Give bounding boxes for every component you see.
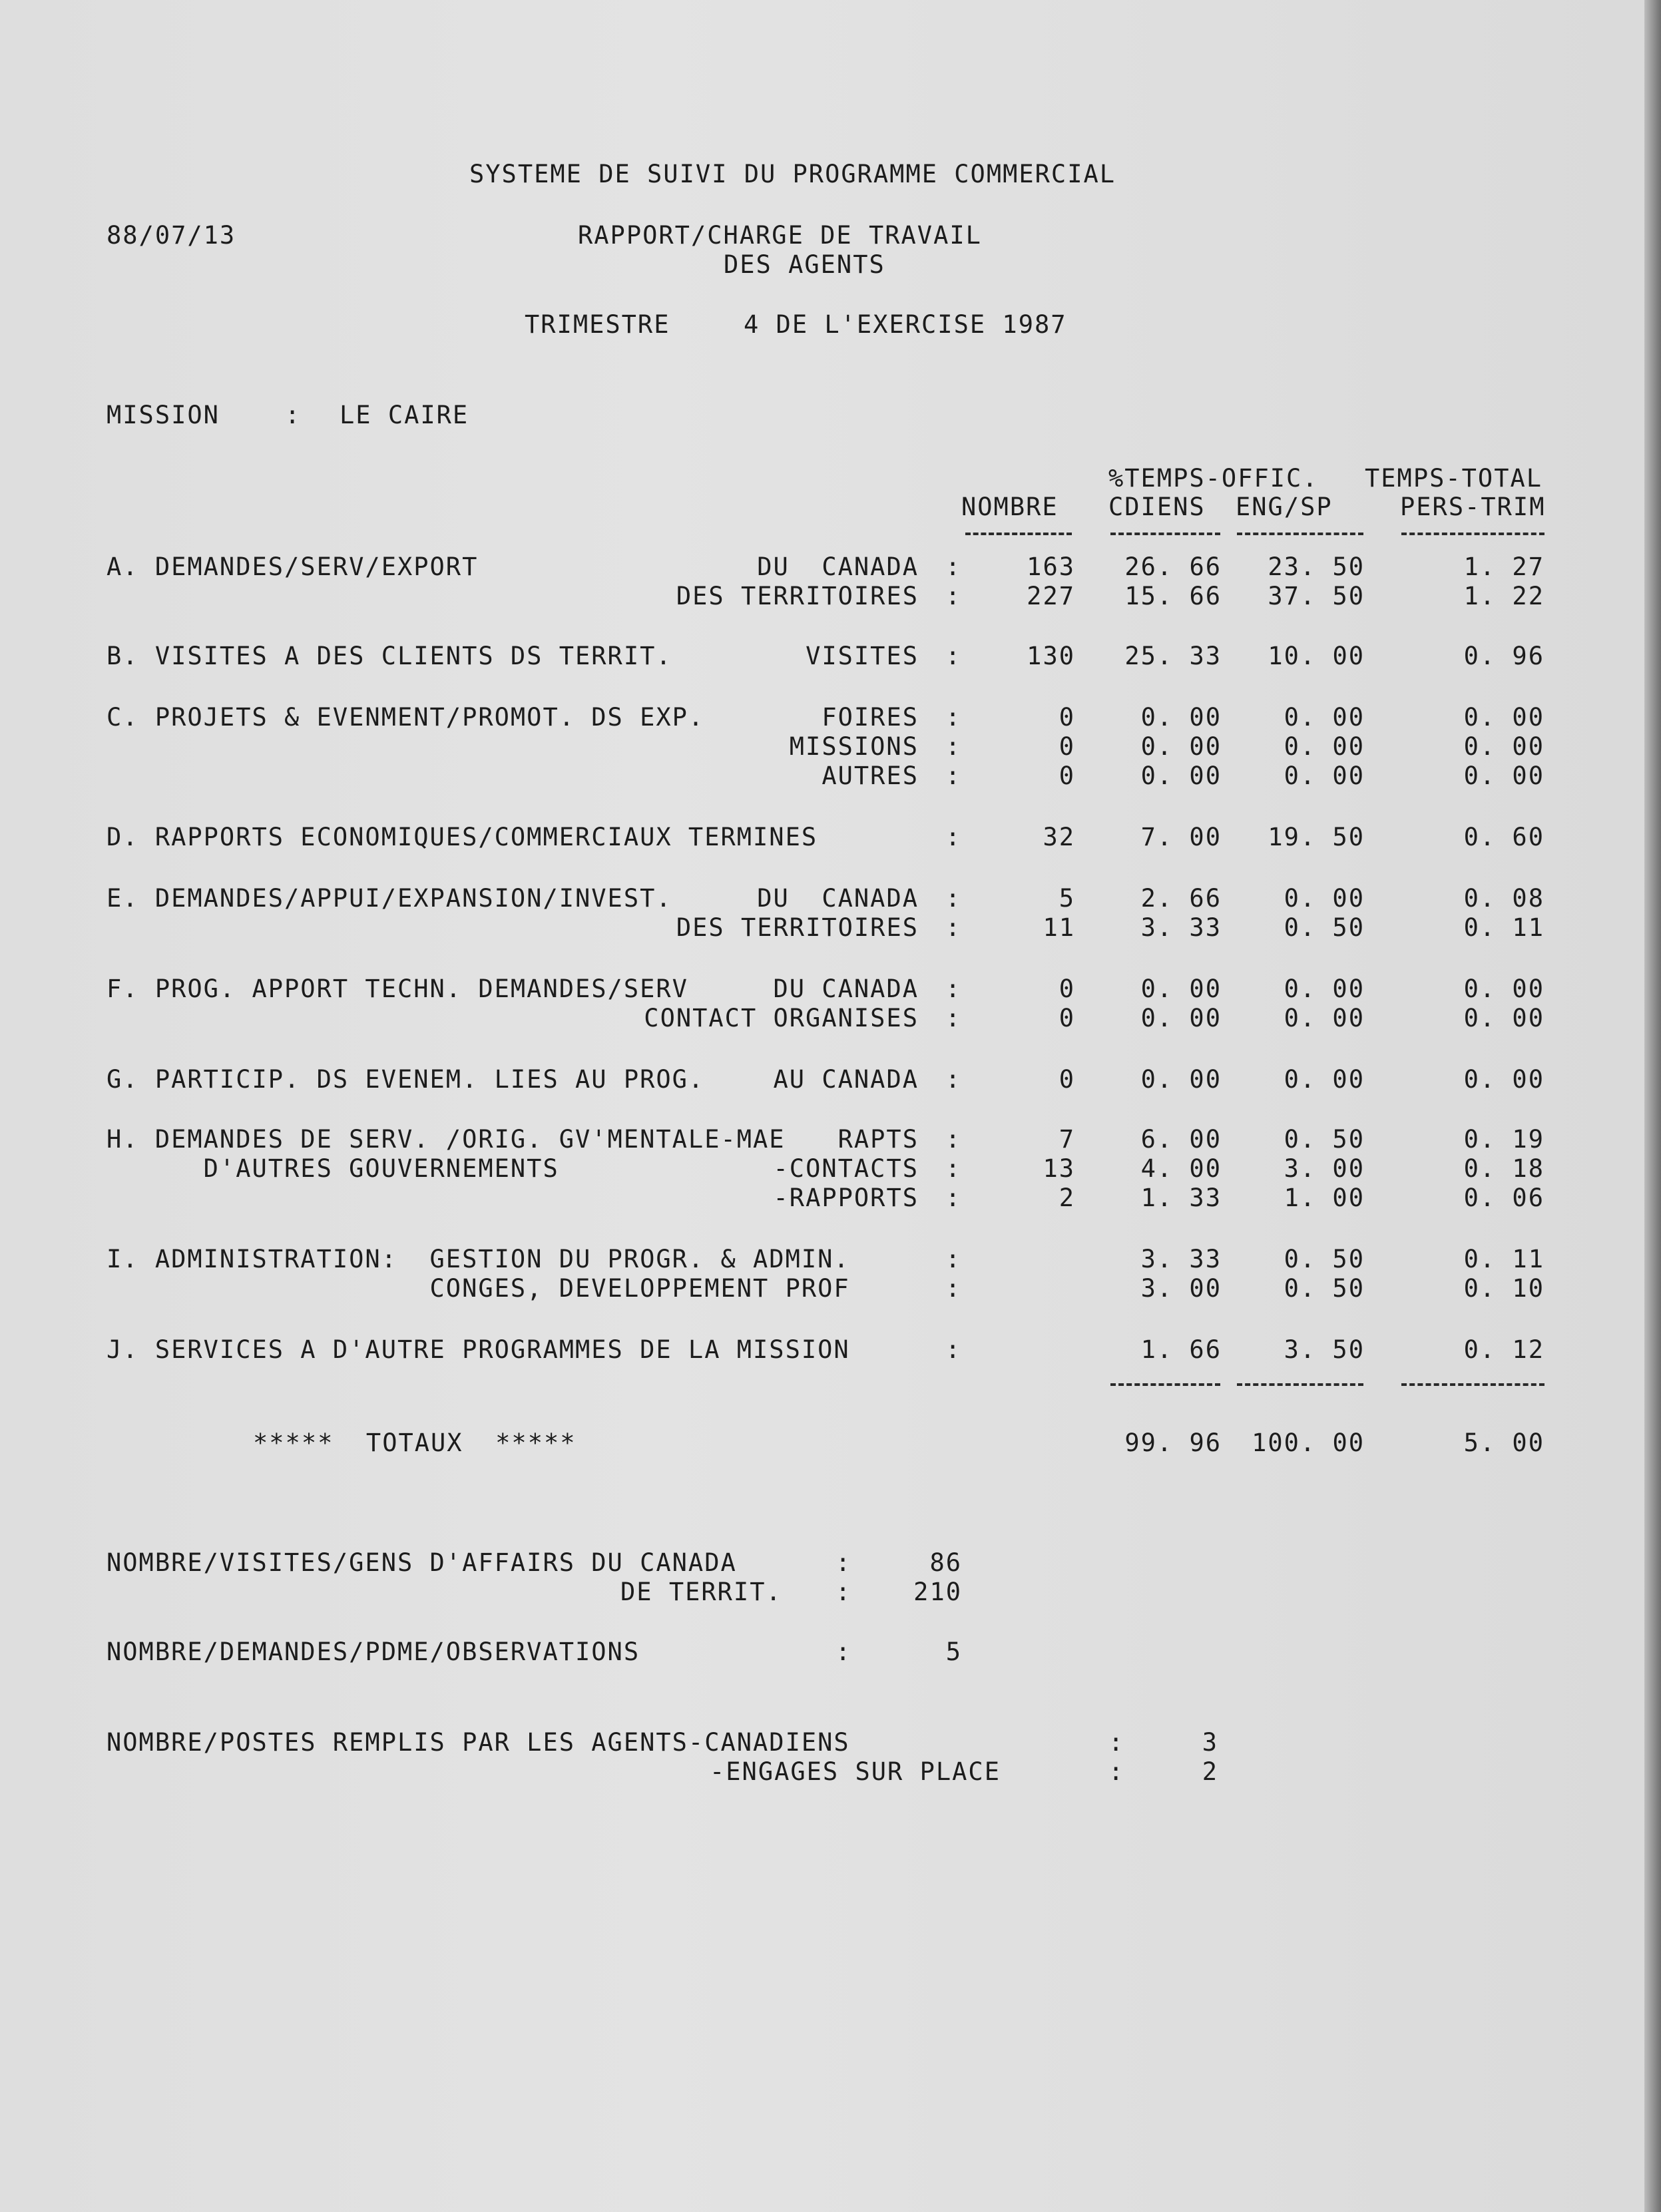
row-cdiens: 0. 00 xyxy=(1140,762,1222,790)
row-pers: 0. 00 xyxy=(1463,703,1544,732)
row-colon: : xyxy=(945,553,962,581)
row-pers: 0. 00 xyxy=(1463,1004,1544,1032)
mission-label: MISSION xyxy=(107,401,220,429)
row-sublabel: DU CANADA xyxy=(757,884,919,913)
row-cdiens: 0. 00 xyxy=(1140,732,1222,761)
row-nombre: 163 xyxy=(1027,553,1075,581)
row-pers: 0. 19 xyxy=(1463,1125,1544,1154)
row-sublabel: AU CANADA xyxy=(773,1065,919,1094)
totals-pers: 5. 00 xyxy=(1463,1429,1544,1457)
row-label: H. DEMANDES DE SERV. /ORIG. GV'MENTALE-MAE xyxy=(107,1125,786,1154)
row-cdiens: 7. 00 xyxy=(1140,823,1222,851)
row-sublabel: DU CANADA xyxy=(773,975,919,1003)
row-colon: : xyxy=(945,1125,962,1154)
row-cdiens: 0. 00 xyxy=(1140,1004,1222,1032)
row-engsp: 0. 50 xyxy=(1284,1274,1365,1303)
row-engsp: 0. 00 xyxy=(1284,703,1365,732)
row-pers: 0. 10 xyxy=(1463,1274,1544,1303)
report-title-line1: RAPPORT/CHARGE DE TRAVAIL xyxy=(578,221,982,250)
row-sublabel: -CONTACTS xyxy=(773,1154,919,1183)
cdiens-underline xyxy=(1110,533,1220,535)
footer-postes-colon: : xyxy=(1108,1728,1125,1757)
nombre-underline xyxy=(965,533,1072,535)
row-nombre: 0 xyxy=(1059,975,1075,1003)
row-pers: 0. 18 xyxy=(1463,1154,1544,1183)
row-sublabel: DES TERRITOIRES xyxy=(676,913,919,942)
row-sublabel: DU CANADA xyxy=(757,553,919,581)
row-engsp: 0. 00 xyxy=(1284,762,1365,790)
row-cdiens: 3. 33 xyxy=(1140,1245,1222,1273)
row-pers: 1. 27 xyxy=(1463,553,1544,581)
footer-demandes-colon: : xyxy=(835,1638,852,1666)
totals-label: ***** TOTAUX ***** xyxy=(253,1429,577,1457)
row-label: CONGES, DEVELOPPEMENT PROF xyxy=(107,1274,850,1303)
col-nombre-header: NOMBRE xyxy=(961,493,1059,521)
footer-postes-label: NOMBRE/POSTES REMPLIS PAR LES AGENTS-CANADIENS xyxy=(107,1728,850,1757)
row-engsp: 10. 00 xyxy=(1268,642,1365,670)
row-engsp: 37. 50 xyxy=(1268,582,1365,610)
row-pers: 0. 96 xyxy=(1463,642,1544,670)
footer-engages-colon: : xyxy=(1108,1757,1125,1786)
row-cdiens: 3. 33 xyxy=(1140,913,1222,942)
row-cdiens: 6. 00 xyxy=(1140,1125,1222,1154)
row-nombre: 11 xyxy=(1043,913,1075,942)
row-engsp: 1. 00 xyxy=(1284,1184,1365,1212)
row-nombre: 0 xyxy=(1059,732,1075,761)
row-engsp: 3. 50 xyxy=(1284,1335,1365,1364)
row-colon: : xyxy=(945,703,962,732)
totals-engsp-rule xyxy=(1237,1383,1363,1386)
row-colon: : xyxy=(945,762,962,790)
footer-territ-label: DE TERRIT. xyxy=(620,1578,782,1606)
row-engsp: 19. 50 xyxy=(1268,823,1365,851)
row-nombre: 0 xyxy=(1059,762,1075,790)
row-label: D'AUTRES GOUVERNEMENTS xyxy=(107,1154,559,1183)
footer-engages-label: -ENGAGES SUR PLACE xyxy=(710,1757,1001,1786)
row-sublabel: VISITES xyxy=(806,642,919,670)
row-sublabel: RAPTS xyxy=(837,1125,919,1154)
row-colon: : xyxy=(945,732,962,761)
col-engsp-header: ENG/SP xyxy=(1236,493,1333,521)
perstrim-underline xyxy=(1401,533,1544,535)
row-colon: : xyxy=(945,1245,962,1273)
row-colon: : xyxy=(945,582,962,610)
footer-visites-canada: 86 xyxy=(929,1548,962,1577)
row-colon: : xyxy=(945,1335,962,1364)
row-cdiens: 1. 33 xyxy=(1140,1184,1222,1212)
row-nombre: 32 xyxy=(1043,823,1075,851)
row-cdiens: 1. 66 xyxy=(1140,1335,1222,1364)
row-pers: 0. 11 xyxy=(1463,913,1544,942)
totals-engsp: 100. 00 xyxy=(1252,1429,1365,1457)
footer-visites-territ: 210 xyxy=(913,1578,962,1606)
footer-postes-canadiens: 3 xyxy=(1202,1728,1218,1757)
row-label: B. VISITES A DES CLIENTS DS TERRIT. xyxy=(107,642,672,670)
trimester-label: TRIMESTRE xyxy=(525,310,670,339)
row-cdiens: 4. 00 xyxy=(1140,1154,1222,1183)
row-nombre: 7 xyxy=(1059,1125,1075,1154)
row-colon: : xyxy=(945,1004,962,1032)
row-cdiens: 26. 66 xyxy=(1124,553,1222,581)
row-cdiens: 0. 00 xyxy=(1140,703,1222,732)
footer-demandes-label: NOMBRE/DEMANDES/PDME/OBSERVATIONS xyxy=(107,1638,640,1666)
row-colon: : xyxy=(945,1274,962,1303)
col-cdiens-header: CDIENS xyxy=(1108,493,1206,521)
report-title-line2: DES AGENTS xyxy=(724,250,885,279)
row-engsp: 0. 50 xyxy=(1284,1245,1365,1273)
row-cdiens: 25. 33 xyxy=(1124,642,1222,670)
row-sublabel: AUTRES xyxy=(822,762,919,790)
row-nombre: 130 xyxy=(1027,642,1075,670)
row-label: A. DEMANDES/SERV/EXPORT xyxy=(107,553,479,581)
row-colon: : xyxy=(945,975,962,1003)
row-colon: : xyxy=(945,884,962,913)
row-cdiens: 2. 66 xyxy=(1140,884,1222,913)
row-sublabel: DES TERRITOIRES xyxy=(676,582,919,610)
row-sublabel: CONTACT ORGANISES xyxy=(644,1004,919,1032)
row-pers: 0. 00 xyxy=(1463,1065,1544,1094)
row-nombre: 5 xyxy=(1059,884,1075,913)
row-sublabel: MISSIONS xyxy=(789,732,919,761)
row-pers: 0. 00 xyxy=(1463,975,1544,1003)
row-label: J. SERVICES A D'AUTRE PROGRAMMES DE LA MISSION xyxy=(107,1335,850,1364)
trimester-value: 4 DE L'EXERCISE 1987 xyxy=(744,310,1067,339)
row-pers: 0. 11 xyxy=(1463,1245,1544,1273)
totals-cdiens: 99. 96 xyxy=(1124,1429,1222,1457)
row-engsp: 23. 50 xyxy=(1268,553,1365,581)
mission-colon: : xyxy=(285,401,302,429)
row-label: E. DEMANDES/APPUI/EXPANSION/INVEST. xyxy=(107,884,672,913)
row-nombre: 13 xyxy=(1043,1154,1075,1183)
row-nombre: 0 xyxy=(1059,1065,1075,1094)
row-engsp: 0. 50 xyxy=(1284,913,1365,942)
footer-demandes-value: 5 xyxy=(945,1638,962,1666)
row-colon: : xyxy=(945,823,962,851)
footer-postes-engages: 2 xyxy=(1202,1757,1218,1786)
row-cdiens: 15. 66 xyxy=(1124,582,1222,610)
row-engsp: 0. 00 xyxy=(1284,1065,1365,1094)
row-label: F. PROG. APPORT TECHN. DEMANDES/SERV xyxy=(107,975,688,1003)
row-engsp: 3. 00 xyxy=(1284,1154,1365,1183)
row-label: I. ADMINISTRATION: GESTION DU PROGR. & ADMIN. xyxy=(107,1245,850,1273)
row-pers: 0. 60 xyxy=(1463,823,1544,851)
row-sublabel: FOIRES xyxy=(822,703,919,732)
row-sublabel: -RAPPORTS xyxy=(773,1184,919,1212)
row-engsp: 0. 50 xyxy=(1284,1125,1365,1154)
footer-visites-colon: : xyxy=(835,1548,852,1577)
row-nombre: 0 xyxy=(1059,1004,1075,1032)
row-cdiens: 0. 00 xyxy=(1140,975,1222,1003)
footer-territ-colon: : xyxy=(835,1578,852,1606)
report-date: 88/07/13 xyxy=(107,221,236,250)
row-colon: : xyxy=(945,1154,962,1183)
footer-visites-label: NOMBRE/VISITES/GENS D'AFFAIRS DU CANADA xyxy=(107,1548,737,1577)
row-nombre: 2 xyxy=(1059,1184,1075,1212)
row-nombre: 0 xyxy=(1059,703,1075,732)
row-pers: 0. 12 xyxy=(1463,1335,1544,1364)
system-title: SYSTEME DE SUIVI DU PROGRAMME COMMERCIAL xyxy=(469,160,1116,188)
row-label: D. RAPPORTS ECONOMIQUES/COMMERCIAUX TERMINES xyxy=(107,823,818,851)
row-pers: 0. 00 xyxy=(1463,732,1544,761)
totals-cdiens-rule xyxy=(1110,1383,1220,1386)
row-cdiens: 0. 00 xyxy=(1140,1065,1222,1094)
row-colon: : xyxy=(945,913,962,942)
row-colon: : xyxy=(945,1065,962,1094)
mission-value: LE CAIRE xyxy=(340,401,469,429)
row-label: G. PARTICIP. DS EVENEM. LIES AU PROG. xyxy=(107,1065,705,1094)
row-pers: 0. 06 xyxy=(1463,1184,1544,1212)
row-cdiens: 3. 00 xyxy=(1140,1274,1222,1303)
row-engsp: 0. 00 xyxy=(1284,884,1365,913)
row-engsp: 0. 00 xyxy=(1284,1004,1365,1032)
row-engsp: 0. 00 xyxy=(1284,732,1365,761)
col-total-header: TEMPS-TOTAL xyxy=(1365,464,1543,493)
col-group-header: %TEMPS-OFFIC. xyxy=(1108,464,1319,493)
row-label: C. PROJETS & EVENMENT/PROMOT. DS EXP. xyxy=(107,703,705,732)
row-pers: 0. 00 xyxy=(1463,762,1544,790)
row-pers: 1. 22 xyxy=(1463,582,1544,610)
page-edge-shadow xyxy=(1644,0,1661,2212)
row-pers: 0. 08 xyxy=(1463,884,1544,913)
totals-pers-rule xyxy=(1401,1383,1544,1386)
engsp-underline xyxy=(1237,533,1363,535)
row-engsp: 0. 00 xyxy=(1284,975,1365,1003)
col-perstrim-header: PERS-TRIM xyxy=(1400,493,1546,521)
row-colon: : xyxy=(945,1184,962,1212)
row-colon: : xyxy=(945,642,962,670)
row-nombre: 227 xyxy=(1027,582,1075,610)
